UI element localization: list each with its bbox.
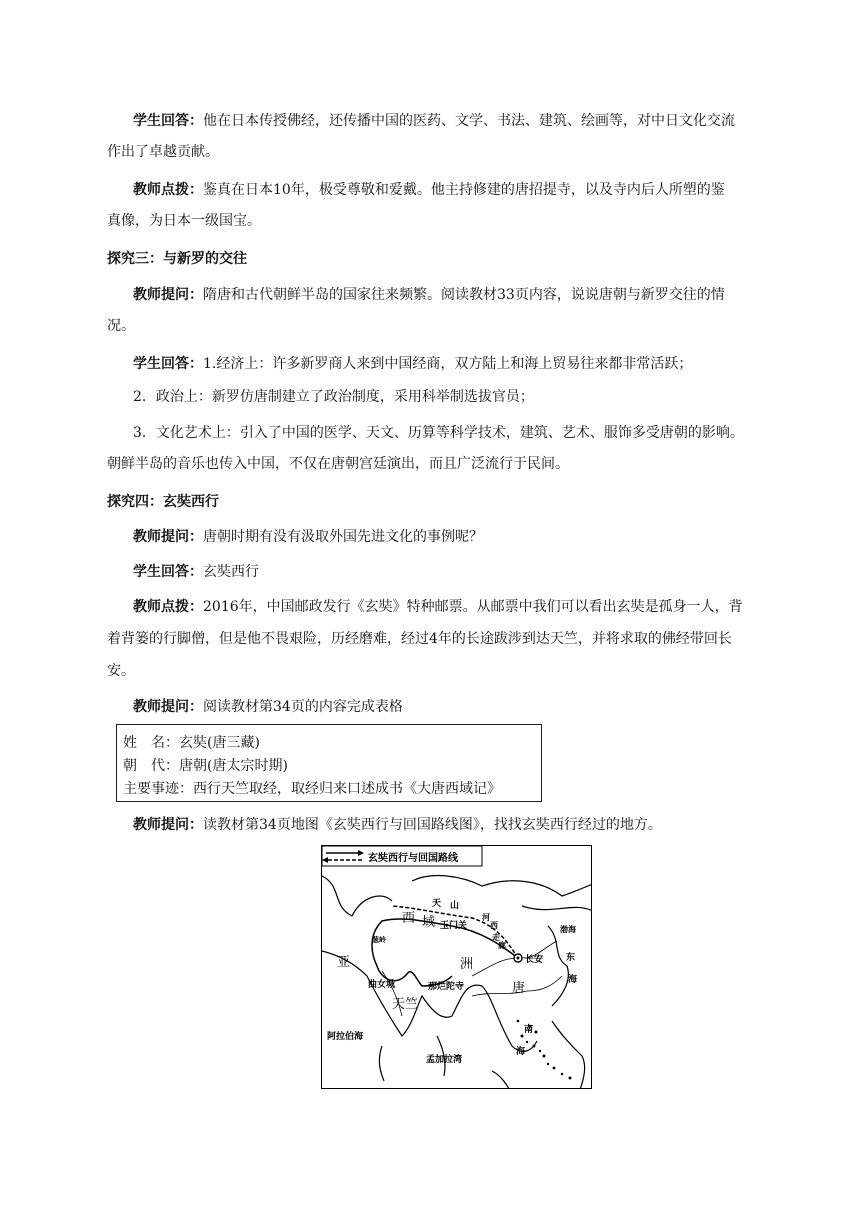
- paragraph-text: 读教材第34页地图《玄奘西行与回国路线图》，找找玄奘西行经过的地方。: [203, 817, 662, 833]
- map-label-changan: 长安: [525, 955, 544, 965]
- label-student-answer: 学生回答：: [133, 113, 203, 129]
- label-teacher-question: 教师提问：: [133, 529, 203, 545]
- label-teacher-guide: 教师点拨：: [133, 599, 203, 615]
- paragraph-teacher-question-3: [133, 700, 787, 714]
- paragraph-continuation: 安。: [107, 663, 135, 679]
- table-row-dynasty: 朝 代：唐朝(唐太宗时期): [123, 758, 288, 774]
- label-teacher-question: 教师提问：: [133, 699, 203, 715]
- map-label-lang: 廊: [498, 941, 506, 950]
- paragraph-continuation: 着背篓的行脚僧，但是他不畏艰险，历经磨难，经过4年的长途跋涉到达天竺，并将求取的佛经带回长: [107, 631, 732, 647]
- map-label-zhou: 洲: [460, 957, 474, 972]
- map-label-ya: 亚: [337, 955, 351, 970]
- map-legend-text: 玄奘西行与回国路线: [368, 853, 458, 864]
- map-label-xi: 西: [402, 911, 416, 926]
- map-label-yumenguan: 玉门关: [440, 921, 468, 931]
- table-row-deeds: 主要事迹：西行天竺取经，取经归来口述成书《大唐西域记》: [123, 781, 501, 797]
- map-label-nanhai: 海: [516, 1047, 526, 1057]
- map-label-congling: 葱岭: [372, 936, 386, 944]
- label-teacher-guide: 教师点拨：: [133, 182, 203, 198]
- paragraph-text: 1.经济上：许多新罗商人来到中国经商，双方陆上和海上贸易往来都非常活跃；: [203, 356, 693, 372]
- map-label-tang: 唐: [512, 981, 526, 996]
- paragraph-teacher-guide-1: [133, 183, 787, 197]
- map-label-arabian-sea: 阿拉伯海: [327, 1032, 364, 1042]
- label-teacher-question: 教师提问：: [133, 817, 203, 833]
- table-row-name: 姓 名：玄奘(唐三藏): [123, 735, 260, 751]
- xuanzang-info-table: [116, 724, 542, 802]
- paragraph-political: 2．政治上：新罗仿唐制建立了政治制度，采用科举制选拔官员；: [133, 389, 534, 405]
- paragraph-text: 他在日本传授佛经，还传播中国的医药、文学、书法、建筑、绘画等，对中日文化交流: [203, 113, 735, 129]
- paragraph-student-answer-1: [133, 114, 787, 128]
- paragraph-text: 鉴真在日本10年，极受尊敬和爱戴。他主持修建的唐招提寺，以及寺内后人所塑的鉴: [203, 182, 725, 198]
- paragraph-teacher-question-1: [133, 288, 787, 302]
- paragraph-continuation: 作出了卓越贡献。: [107, 144, 219, 160]
- paragraph-continuation: 真像，为日本一级国宝。: [107, 213, 261, 229]
- map-label-he: 河: [482, 913, 490, 922]
- xuanzang-route-map: [321, 845, 592, 1089]
- paragraph-teacher-question-2: [133, 530, 787, 544]
- map-label-shan: 山: [450, 901, 460, 911]
- paragraph-text: 隋唐和古代朝鲜半岛的国家往来频繁。阅读教材33页内容，说说唐朝与新罗交往的情: [203, 287, 725, 303]
- section-heading-3: 探究三：与新罗的交往: [107, 251, 247, 267]
- paragraph-student-answer-2: [133, 357, 787, 371]
- paragraph-student-answer-3: [133, 565, 787, 579]
- paragraph-text: 唐朝时期有没有汲取外国先进文化的事例呢？: [203, 529, 483, 545]
- paragraph-teacher-guide-2: [133, 600, 787, 614]
- label-teacher-question: 教师提问：: [133, 287, 203, 303]
- map-label-zou: 走: [492, 933, 500, 942]
- map-label-bay-of-bengal: 孟加拉湾: [426, 1055, 463, 1065]
- section-heading-4: 探究四：玄奘西行: [107, 494, 219, 510]
- paragraph-continuation: 况。: [107, 318, 135, 334]
- paragraph-text: 2016年，中国邮政发行《玄奘》特种邮票。从邮票中我们可以看出玄奘是孤身一人，背: [203, 599, 743, 615]
- map-label-tianzhu: 天竺: [392, 997, 419, 1012]
- map-label-bohai: 渤海: [560, 925, 576, 934]
- map-label-yu: 域: [422, 915, 436, 930]
- label-student-answer: 学生回答：: [133, 356, 203, 372]
- map-label-nan: 南: [524, 1025, 534, 1035]
- paragraph-text: 玄奘西行: [203, 564, 259, 580]
- paragraph-text: 阅读教材第34页的内容完成表格: [203, 699, 403, 715]
- map-label-nalantuo: 那烂陀寺: [428, 982, 465, 992]
- map-label-tian: 天: [432, 899, 442, 909]
- label-student-answer: 学生回答：: [133, 564, 203, 580]
- map-label-qunucheng: 曲女城: [368, 980, 396, 990]
- paragraph-teacher-question-4: [133, 818, 787, 832]
- map-graphic: [322, 846, 592, 1089]
- map-label-hai: 海: [568, 975, 578, 985]
- map-label-dong: 东: [566, 953, 576, 963]
- paragraph-continuation: 朝鲜半岛的音乐也传入中国，不仅在唐朝宫廷演出，而且广泛流行于民间。: [107, 456, 569, 472]
- paragraph-culture: 3．文化艺术上：引入了中国的医学、天文、历算等科学技术，建筑、艺术、服饰多受唐朝的影响。: [133, 425, 744, 441]
- map-label-xi2: 西: [490, 921, 498, 930]
